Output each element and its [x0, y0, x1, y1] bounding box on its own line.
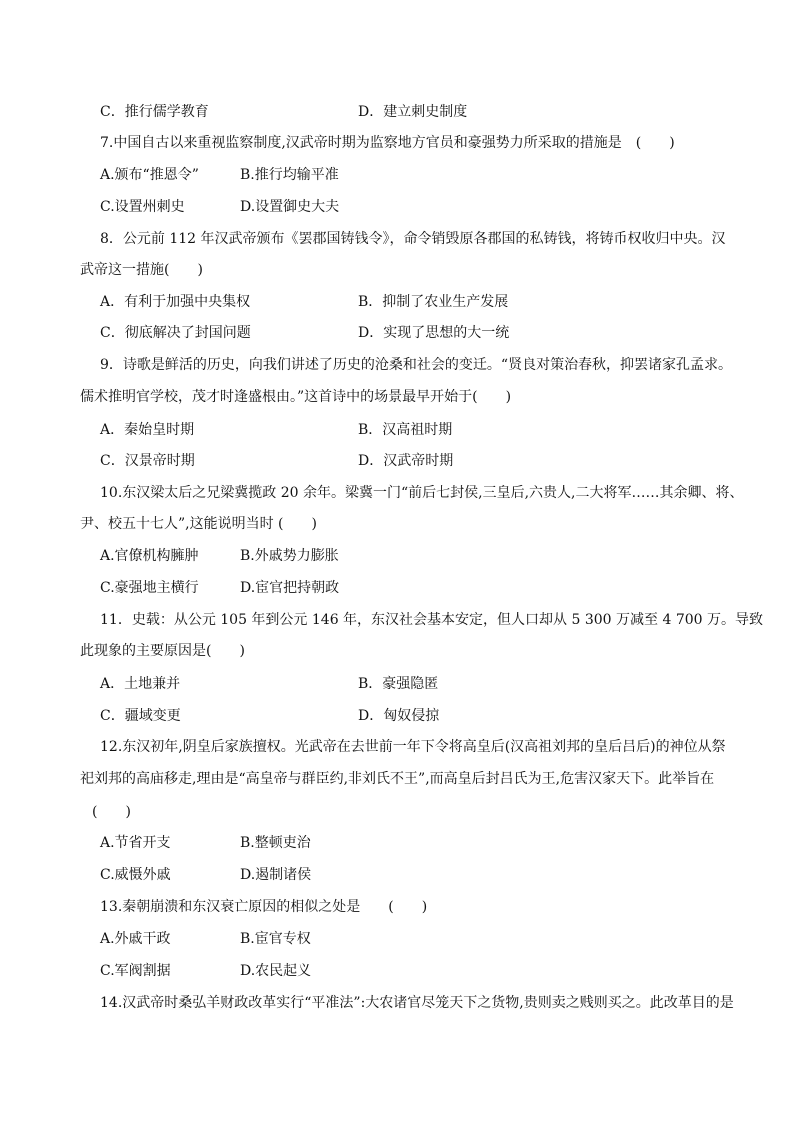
q6-option-c: C．推行儒学教育 — [100, 104, 209, 120]
q7-option-a: A.颁布“推恩令” — [100, 167, 199, 183]
q12-stem-line2: 祀刘邦的高庙移走,理由是“高皇帝与群臣约,非刘氏不王”,而高皇后封吕氏为王,危害汉家天下。此举旨在 — [80, 771, 715, 787]
q7-stem: 7.中国自古以来重视监察制度,汉武帝时期为监察地方官员和豪强势力所采取的措施是 ( ) — [100, 135, 675, 151]
q13-option-a: A.外戚干政 — [100, 931, 171, 947]
q12-option-a: A.节省开支 — [100, 835, 171, 851]
q10-stem-line2: 尹、校五十七人”,这能说明当时 ( ) — [80, 516, 317, 532]
q7-option-c: C.设置州刺史 — [100, 199, 185, 215]
q9-stem-line1: 9．诗歌是鲜活的历史，向我们讲述了历史的沧桑和社会的变迁。“贤良对策治春秋，抑罢诸家孔孟求。 — [100, 357, 733, 373]
q14-stem: 14.汉武帝时桑弘羊财政改革实行“平准法”:大农诸官尽笼天下之货物,贵则卖之贱则买之。此改革目的是 — [100, 995, 734, 1011]
q8-option-a: A．有利于加强中央集权 — [100, 294, 251, 310]
q11-stem-line2: 此现象的主要原因是( ) — [80, 643, 245, 659]
q13-option-d: D.农民起义 — [240, 963, 312, 979]
q11-stem-line1: 11．史载：从公元 105 年到公元 146 年，东汉社会基本安定，但人口却从 5 300 万减至 4 700 万。导致 — [100, 612, 764, 628]
q8-option-c: C．彻底解决了封国问题 — [100, 325, 251, 341]
q12-option-d: D.遏制诸侯 — [240, 867, 312, 883]
q12-stem-line1: 12.东汉初年,阴皇后家族擅权。光武帝在去世前一年下令将高皇后(汉高祖刘邦的皇后吕后)的神位从祭 — [100, 739, 726, 755]
q8-option-b: B．抑制了农业生产发展 — [358, 294, 509, 310]
q8-stem-line2: 武帝这一措施( ) — [80, 262, 203, 278]
q13-stem: 13.秦朝崩溃和东汉衰亡原因的相似之处是 ( ) — [100, 899, 428, 915]
q9-option-a: A．秦始皇时期 — [100, 422, 195, 438]
q8-option-d: D．实现了思想的大一统 — [358, 325, 510, 341]
q12-option-b: B.整顿吏治 — [240, 835, 311, 851]
q10-option-c: C.豪强地主横行 — [100, 580, 199, 596]
q11-option-d: D．匈奴侵掠 — [358, 708, 440, 724]
q7-option-b: B.推行均输平准 — [240, 167, 339, 183]
q10-option-d: D.宦官把持朝政 — [240, 580, 340, 596]
q10-option-a: A.官僚机构臃肿 — [100, 548, 199, 564]
q9-option-b: B．汉高祖时期 — [358, 422, 453, 438]
q10-option-b: B.外戚势力膨胀 — [240, 548, 339, 564]
q6-option-d: D．建立刺史制度 — [358, 104, 468, 120]
q7-option-d: D.设置御史大夫 — [240, 199, 340, 215]
q13-option-b: B.宦官专权 — [240, 931, 311, 947]
q8-stem-line1: 8．公元前 112 年汉武帝颁布《罢郡国铸钱令》，命令销毁原各郡国的私铸钱，将铸币权收归中央。汉 — [100, 231, 726, 247]
q9-option-c: C．汉景帝时期 — [100, 453, 195, 469]
q13-option-c: C.军阀割据 — [100, 963, 171, 979]
q10-stem-line1: 10.东汉梁太后之兄梁冀揽政 20 余年。梁冀一门“前后七封侯,三皇后,六贵人,二大将军……其余卿、将、 — [100, 485, 744, 501]
q11-option-a: A．土地兼并 — [100, 676, 181, 692]
q12-option-c: C.威慑外戚 — [100, 867, 171, 883]
q11-option-c: C．疆域变更 — [100, 708, 181, 724]
q9-option-d: D．汉武帝时期 — [358, 453, 454, 469]
q12-stem-line3: ( ) — [92, 804, 131, 820]
q11-option-b: B．豪强隐匿 — [358, 676, 439, 692]
q9-stem-line2: 儒术推明官学校，茂才时逢盛根由。”这首诗中的场景最早开始于( ) — [80, 389, 512, 405]
